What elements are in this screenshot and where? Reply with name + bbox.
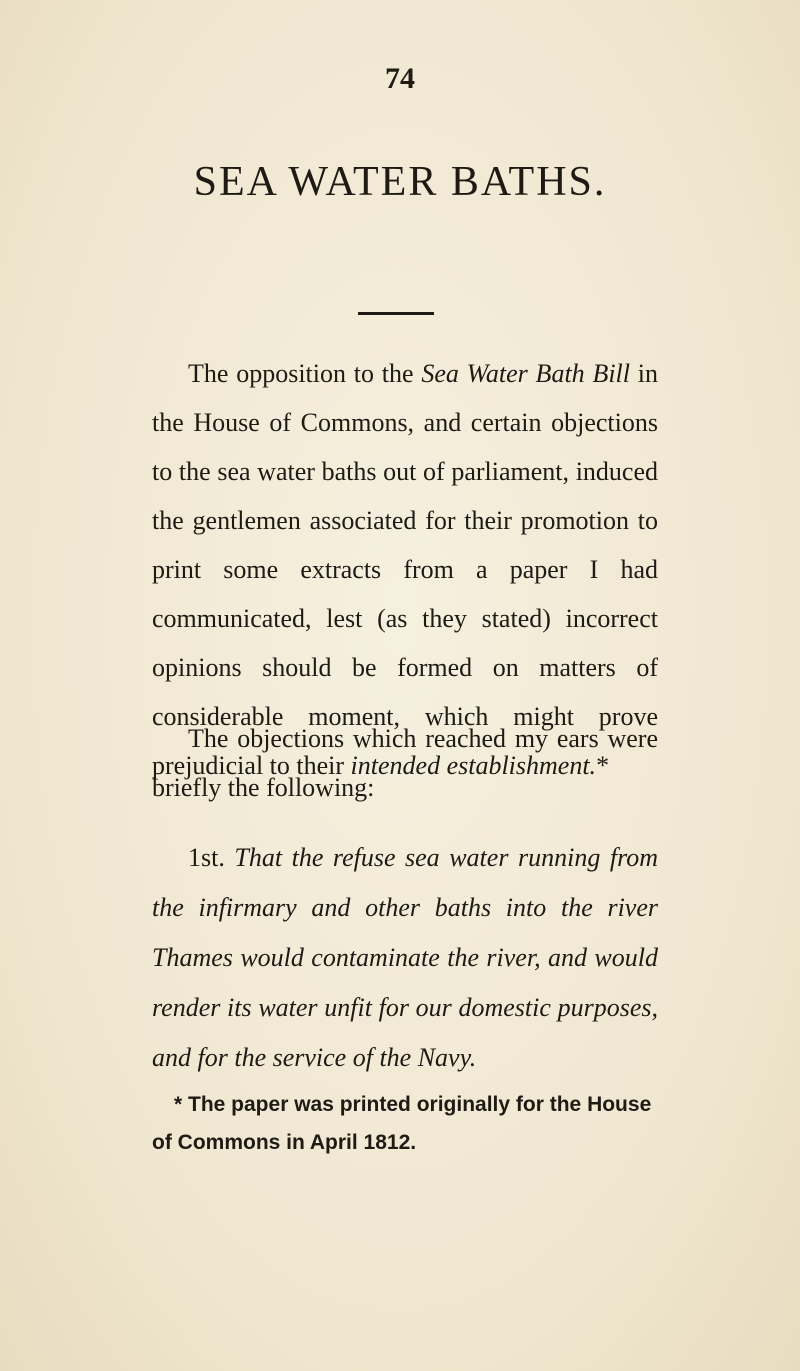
paragraph-text: The opposition to the — [188, 359, 422, 388]
bill-name: Sea Water Bath Bill — [421, 359, 630, 388]
section-divider — [358, 312, 434, 315]
objection-number: 1st. — [188, 843, 235, 872]
page-number: 74 — [385, 62, 415, 95]
paragraph-first-objection — [152, 833, 658, 1083]
page-title: SEA WATER BATHS. — [193, 159, 607, 205]
footnote: * The paper was printed originally for the House of Commons in April 1812. — [152, 1093, 652, 1154]
paragraph-objections: The objections which reached my ears were briefly the following: — [152, 724, 658, 802]
paragraph-text: in the House of Commons, and certain objections to the sea water baths out of parliament, induced the gentlemen associated for their promotion to print some extracts from a paper I had communicated, lest (as they stated) incorrect opinions should be formed on matters of considerable moment, which might prove prejudicial to their — [152, 359, 658, 780]
footnote-marker: * — [596, 751, 610, 780]
objection-text: That the refuse sea water running from the infirmary and other baths into the river Thames would contaminate the river, and would render its water unfit for our domestic purposes, and for the service of the Navy. — [152, 843, 659, 1072]
intended-establishment: intended establishment. — [350, 751, 597, 780]
